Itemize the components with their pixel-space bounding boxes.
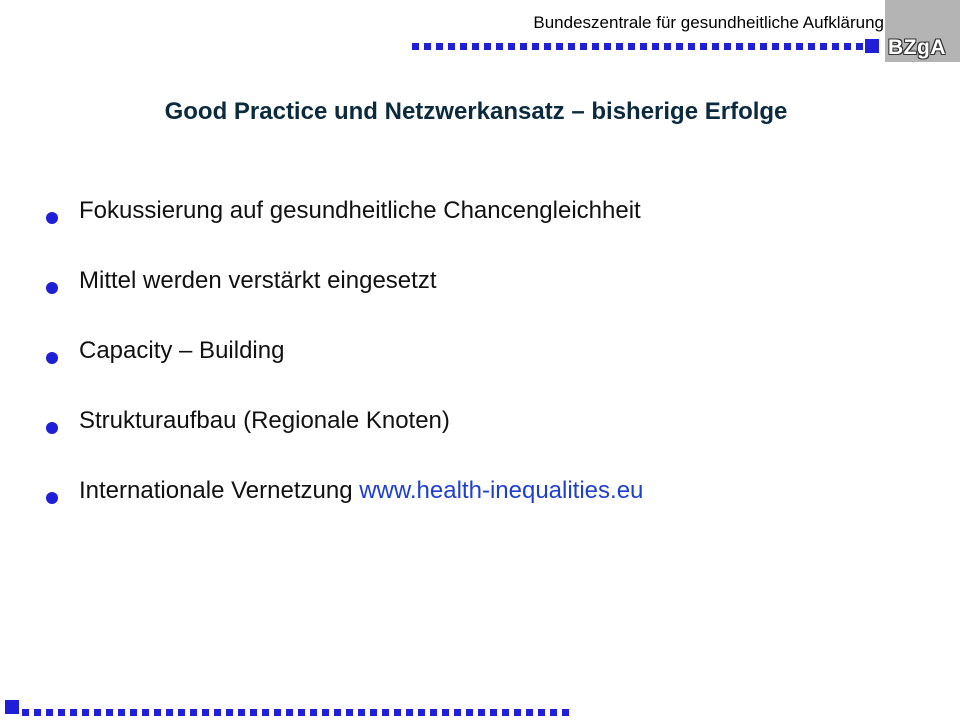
bullet-text bbox=[79, 477, 643, 505]
bullet-text: Strukturaufbau (Regionale Knoten) bbox=[79, 407, 450, 434]
bottom-dotted-line bbox=[22, 709, 570, 716]
slide-title: Good Practice und Netzwerkansatz – bisherige Erfolge bbox=[164, 98, 788, 125]
bullet-text: Fokussierung auf gesundheitliche Chancengleichheit bbox=[79, 197, 641, 224]
bullet-text: Mittel werden verstärkt eingesetzt bbox=[79, 267, 437, 294]
bullet-dot-icon bbox=[46, 352, 58, 364]
health-inequalities-link[interactable]: www.health-inequalities.eu bbox=[359, 477, 644, 504]
bullet-dot-icon bbox=[46, 422, 58, 434]
logo-text: BZgA bbox=[888, 36, 946, 59]
organization-name: Bundeszentrale für gesundheitliche Aufklärung bbox=[533, 13, 884, 32]
bottom-square-marker bbox=[5, 700, 19, 714]
bullet-dot-icon bbox=[46, 492, 58, 504]
bullet-dot-icon bbox=[46, 282, 58, 294]
bullet-text-prefix: Internationale Vernetzung bbox=[79, 477, 353, 504]
bullet-text: Capacity – Building bbox=[79, 337, 285, 364]
bullet-dot-icon bbox=[46, 212, 58, 224]
